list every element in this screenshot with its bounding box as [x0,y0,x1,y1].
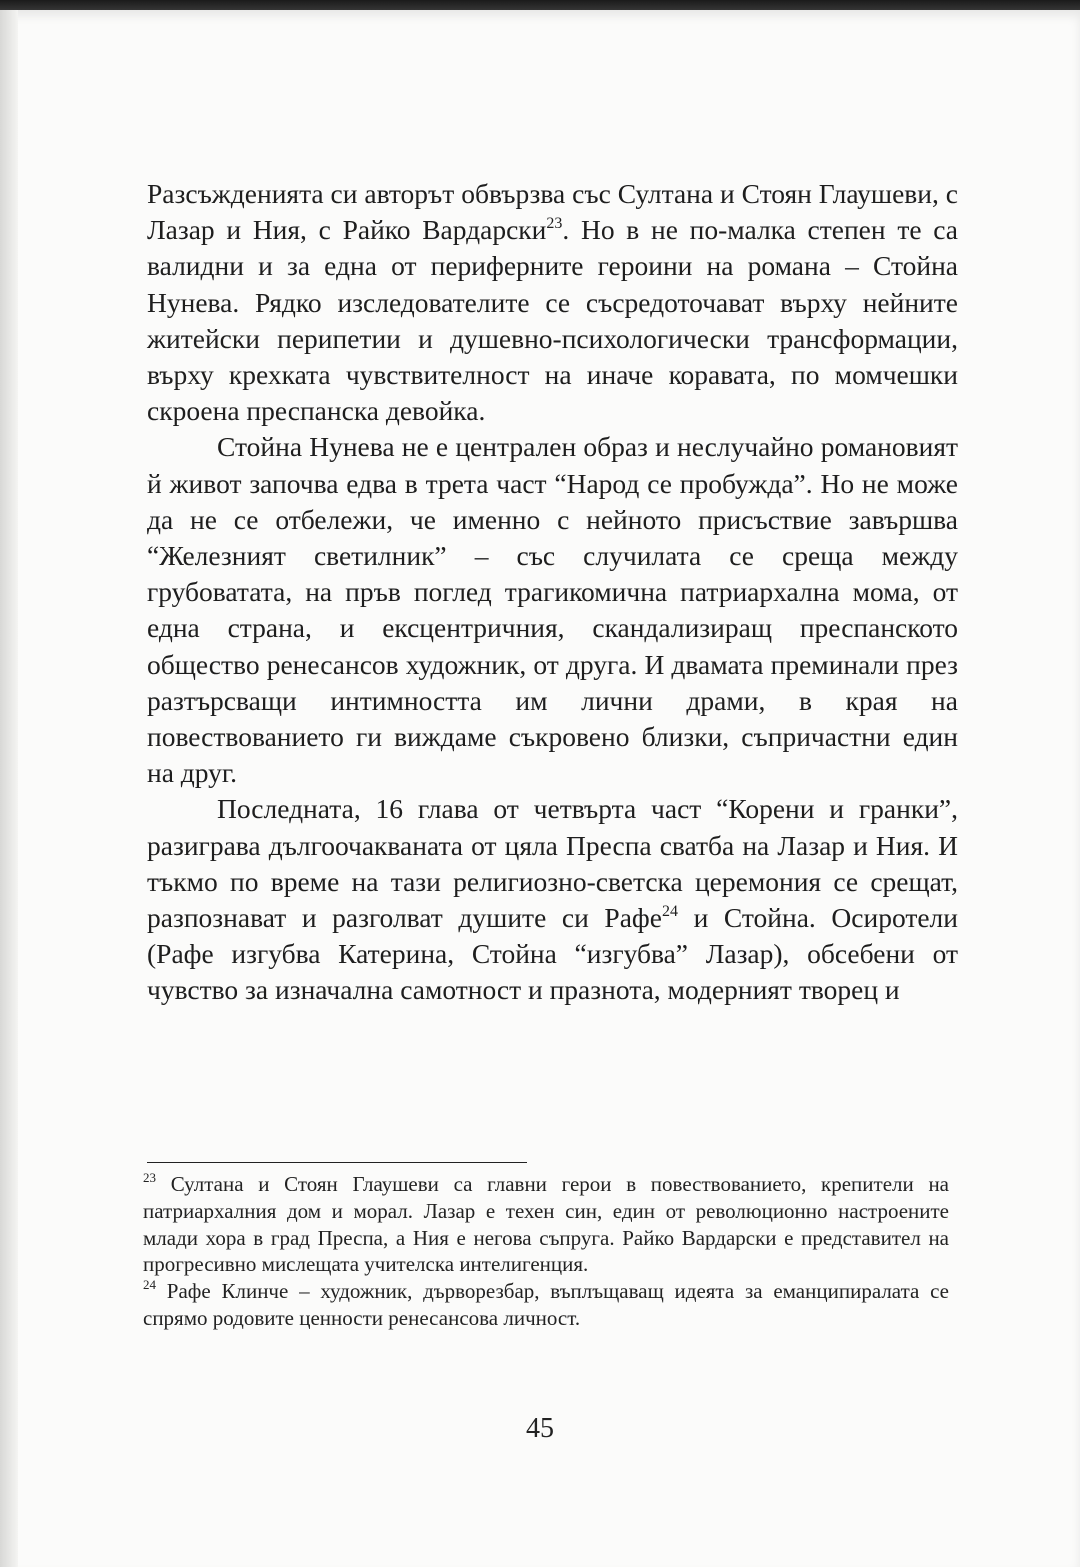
text-run: Последната, 16 глава от четвърта част “Корени и гранки”, разиграва дългоочакваната от цяла Преспа сватба на Лазар и Ния. И тъкмо по време на тази религиозно-светска церемония се срещат, разпознават и разголват душите си Рафе [147,793,958,934]
footnote-text: Рафе Клинче – художник, дърворезбар, въплъщаващ идеята за еманципиралата се спрямо родовите ценности ренесансова личност. [143,1279,949,1330]
text-run: Разсъжденията си авторът обвързва със Султана и Стоян Глаушеви, с Лазар и Ния, с Райко Вардарски [147,178,958,246]
paragraph-1 [147,176,958,429]
page-number: 45 [526,1413,554,1444]
footnote-ref-24: 24 [661,903,678,921]
footnote-ref-23: 23 [546,215,563,233]
text-run: Стойна Нунева не е централен образ и неслучайно романовият й живот започва едва в трета част “Народ се пробужда”. Но не може да не се отбележи, че именно с нейното присъствие завършва “Железният светилник” – със случилата се среща между грубоватата, на пръв поглед трагикомична патриархална мома, от една страна, и ексцентричния, скандализиращ преспанското общество ренесансов художник, от друга. И двамата преминали през разтърсващи интимността им лични драми, в края на повествованието ги виждаме съкровено близки, съпричастни един на друг. [147,431,958,789]
main-text [147,176,958,1009]
footnote-23 [143,1171,949,1278]
footnote-text: Султана и Стоян Глаушеви са главни герои в повествованието, крепители на патриархалния дом и морал. Лазар е техен син, един от революционно настроените млади хора в град Преспа, а Ния е негова съпруга. Райко Вардарски е представител на прогресивно мислещата учителска интелигенция. [143,1172,949,1277]
footnote-number: 23 [143,1170,156,1185]
footnote-separator [147,1162,527,1163]
paragraph-3 [147,791,958,1008]
text-run: . Но в не по-малка степен те са валидни и за една от периферните героини на романа – Стойна Нунева. Рядко изследователите се съсредоточават върху нейните житейски перипетии и душевно-психологически трансформации, върху крехката чувствителност на иначе коравата, по момчешки скроена преспанска девойка. [147,214,959,427]
paragraph-2 [147,429,958,791]
footnote-24 [143,1278,949,1332]
footnotes [143,1171,949,1332]
page-edge-shadow [0,10,18,1567]
footnote-number: 24 [143,1277,156,1293]
text-run: и Стойна. Осиротели (Рафе изгубва Катерина, Стойна “изгубва” Лазар), обсебени от чувство за изначална самотност и празнота, модерният творец и [147,902,958,1006]
